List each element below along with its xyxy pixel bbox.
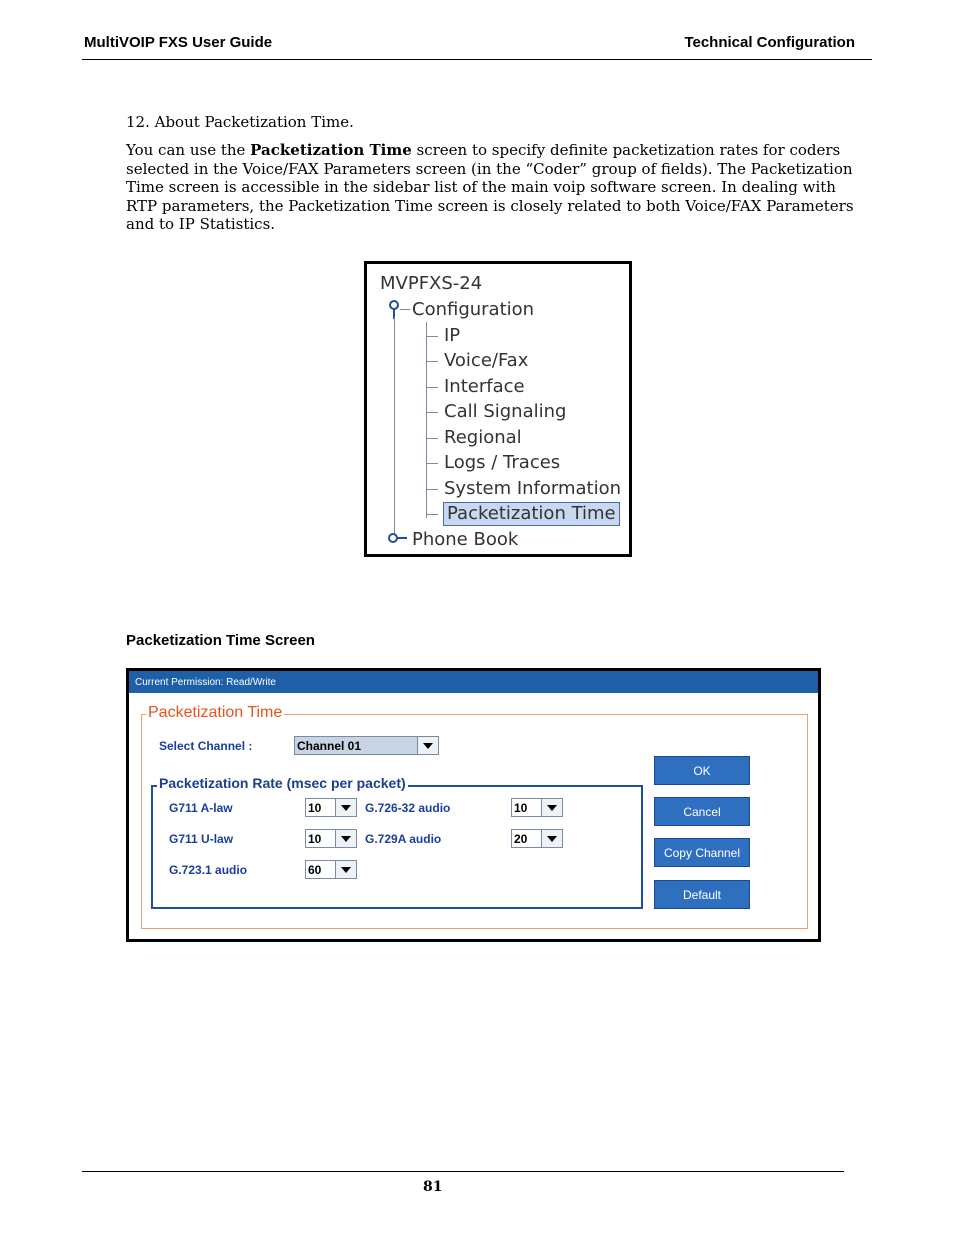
channel-select-value: Channel 01 bbox=[297, 739, 362, 753]
tree-item-ip[interactable]: IP bbox=[444, 325, 461, 346]
codec-select-value: 10 bbox=[308, 832, 322, 846]
cancel-button[interactable]: Cancel bbox=[654, 797, 750, 826]
codec-label-g7231: G.723.1 audio bbox=[169, 863, 248, 877]
tree-connector bbox=[426, 412, 438, 413]
ok-button[interactable]: OK bbox=[654, 756, 750, 785]
codec-select-g729a[interactable] bbox=[511, 829, 563, 848]
para-post: screen to specify definite packetization rates for coders selected in the Voice/FAX Parameters screen (in the “Coder” group of fields). The Packetization Time screen is accessible in the sidebar list of the main voip software screen. In dealing with RTP parameters, the Packetization Time screen is closely related to both Voice/FAX Parameters and to IP Statistics. bbox=[126, 141, 854, 234]
codec-select-value: 60 bbox=[308, 863, 322, 877]
key-icon[interactable] bbox=[388, 300, 402, 320]
packetization-window bbox=[126, 668, 821, 942]
page-number: 81 bbox=[423, 1179, 443, 1195]
intro-paragraph bbox=[126, 141, 871, 234]
codec-select-g711-ulaw[interactable] bbox=[305, 829, 357, 848]
para-bold: Packetization Time bbox=[250, 141, 412, 159]
tree-item-call-signaling[interactable]: Call Signaling bbox=[444, 401, 567, 422]
para-pre: You can use the bbox=[126, 141, 251, 159]
codec-label-g711-ulaw: G711 U-law bbox=[169, 832, 234, 846]
chevron-down-icon[interactable] bbox=[335, 799, 356, 816]
codec-label-g726-32: G.726-32 audio bbox=[365, 801, 451, 815]
key-icon[interactable] bbox=[388, 532, 408, 544]
channel-select[interactable] bbox=[294, 736, 439, 755]
tree-connector bbox=[426, 489, 438, 490]
tree-connector bbox=[426, 438, 438, 439]
tree-item-regional[interactable]: Regional bbox=[444, 427, 522, 448]
figure-title: Packetization Time Screen bbox=[126, 632, 315, 649]
chevron-down-icon[interactable] bbox=[335, 861, 356, 878]
chevron-down-icon[interactable] bbox=[541, 830, 562, 847]
tree-item-configuration[interactable]: Configuration bbox=[412, 299, 535, 320]
tree-connector bbox=[426, 361, 438, 362]
default-button[interactable]: Default bbox=[654, 880, 750, 909]
chevron-down-icon[interactable] bbox=[417, 737, 438, 754]
tree-item-voice-fax[interactable]: Voice/Fax bbox=[444, 350, 529, 371]
header-rule bbox=[82, 59, 872, 60]
codec-select-g726-32[interactable] bbox=[511, 798, 563, 817]
codec-select-g711-alaw[interactable] bbox=[305, 798, 357, 817]
codec-select-value: 10 bbox=[514, 801, 528, 815]
tree-connector bbox=[426, 336, 438, 337]
sidebar-tree bbox=[364, 261, 632, 557]
tree-connector bbox=[426, 387, 438, 388]
tree-item-phone-book[interactable]: Phone Book bbox=[412, 529, 519, 550]
tree-connector bbox=[426, 463, 438, 464]
tree-connector bbox=[426, 514, 438, 515]
codec-label-g711-alaw: G711 A-law bbox=[169, 801, 233, 815]
header-title-left: MultiVOIP FXS User Guide bbox=[84, 34, 273, 51]
packetization-rate-group-title: Packetization Rate (msec per packet) bbox=[159, 775, 406, 791]
tree-item-logs-traces[interactable]: Logs / Traces bbox=[444, 452, 561, 473]
codec-select-value: 20 bbox=[514, 832, 528, 846]
tree-item-system-information[interactable]: System Information bbox=[444, 478, 622, 499]
header-title-right: Technical Configuration bbox=[684, 34, 855, 51]
chevron-down-icon[interactable] bbox=[541, 799, 562, 816]
footer-rule bbox=[82, 1171, 844, 1172]
permission-bar: Current Permission: Read/Write bbox=[129, 671, 818, 693]
packetization-group-title: Packetization Time bbox=[148, 704, 283, 721]
codec-select-g7231[interactable] bbox=[305, 860, 357, 879]
chevron-down-icon[interactable] bbox=[335, 830, 356, 847]
tree-item-packetization-time[interactable]: Packetization Time bbox=[443, 502, 620, 526]
tree-connector-root bbox=[394, 317, 395, 539]
tree-connector bbox=[400, 309, 410, 310]
select-channel-label: Select Channel : bbox=[159, 739, 253, 753]
codec-label-g729a: G.729A audio bbox=[365, 832, 442, 846]
codec-select-value: 10 bbox=[308, 801, 322, 815]
tree-item-interface[interactable]: Interface bbox=[444, 376, 525, 397]
step-heading: 12. About Packetization Time. bbox=[126, 113, 354, 131]
tree-root[interactable]: MVPFXS-24 bbox=[380, 273, 483, 294]
copy-channel-button[interactable]: Copy Channel bbox=[654, 838, 750, 867]
